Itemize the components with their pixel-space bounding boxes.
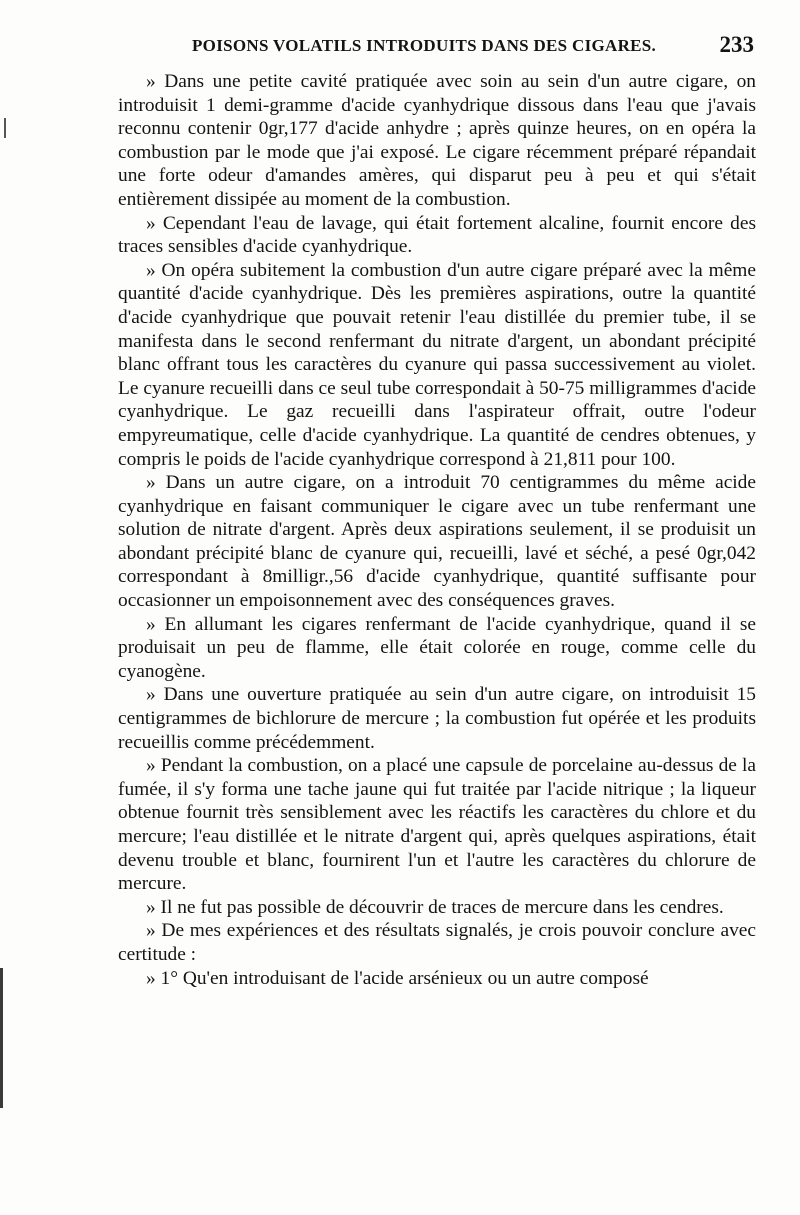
page-header bbox=[118, 34, 754, 60]
paragraph: » Pendant la combustion, on a placé une capsule de porcelaine au-dessus de la fumée, il s'y forma une tache jaune qui fut traitée par l'acide nitrique ; la liqueur obtenue fournit très sensiblement avec les réactifs les caractères du chlore et du mercure; l'eau distillée et le nitrate d'argent qui, après quelques aspirations, était devenu trouble et blanc, fournirent l'un et l'autre les caractères du chlorure de mercure. bbox=[118, 755, 756, 895]
paragraph: » Cependant l'eau de lavage, qui était fortement alcaline, fournit encore des traces sensibles d'acide cyanhydrique. bbox=[118, 212, 756, 258]
paragraph: » De mes expériences et des résultats signalés, je crois pouvoir conclure avec certitude : bbox=[118, 920, 756, 965]
binding-edge-mark bbox=[0, 968, 3, 1108]
paragraph: » Dans un autre cigare, on a introduit 70 centigrammes du même acide cyanhydrique en faisant communiquer le cigare avec un tube renfermant une solution de nitrate d'argent. Après deux aspirations seulement, il se produisit un abondant précipité blanc de cyanure qui, recueilli, lavé et séché, a pesé 0gr,042 correspondant à 8milligr.,56 d'acide cyanhydrique, quantité suffisante pour occasionner un empoisonnement avec des conséquences graves. bbox=[118, 472, 756, 612]
paragraph: » En allumant les cigares renfermant de l'acide cyanhydrique, quand il se produisait un peu de flamme, elle était colorée en rouge, comme celle du cyanogène. bbox=[118, 613, 756, 682]
running-title: POISONS VOLATILS INTRODUITS DANS DES CIGARES. bbox=[192, 36, 657, 55]
paragraph: » Dans une ouverture pratiquée au sein d'un autre cigare, on introduisit 15 centigrammes de bichlorure de mercure ; la combustion fut opérée et les produits recueillis comme précédemment. bbox=[118, 684, 756, 753]
paragraph: » Il ne fut pas possible de découvrir de traces de mercure dans les cendres. bbox=[146, 896, 724, 918]
margin-mark bbox=[4, 118, 6, 138]
paragraph: » 1° Qu'en introduisant de l'acide arsénieux ou un autre composé bbox=[146, 967, 649, 989]
page-number: 233 bbox=[719, 32, 754, 57]
body-text bbox=[118, 70, 756, 990]
paragraph: » Dans une petite cavité pratiquée avec soin au sein d'un autre cigare, on introduisit 1 demi-gramme d'acide cyanhydrique dissous dans l'eau que j'avais reconnu contenir 0gr,177 d'acide anhydre ; après quinze heures, on en opéra la combustion par le mode que j'ai exposé. Le cigare récemment préparé répandait une forte odeur d'amandes amères, qui disparut peu à peu et qui s'était entièrement dissipée au moment de la combustion. bbox=[118, 71, 756, 210]
paragraph: » On opéra subitement la combustion d'un autre cigare préparé avec la même quantité d'acide cyanhydrique. Dès les premières aspirations, outre la quantité d'acide cyanhydrique que pouvait retenir l'eau distillée du premier tube, il se manifesta dans le second renfermant du nitrate d'argent, un abondant précipité blanc offrant tous les caractères du cyanure qui passa successivement au violet. Le cyanure recueilli dans ce seul tube correspondait à 50-75 milligrammes d'acide cyanhydrique. Le gaz recueilli dans l'aspirateur offrait, outre l'odeur empyreumatique, celle d'acide cyanhydrique. La quantité de cendres obtenues, y compris le poids de l'acide cyanhydrique correspond à 21,811 pour 100. bbox=[118, 259, 756, 470]
